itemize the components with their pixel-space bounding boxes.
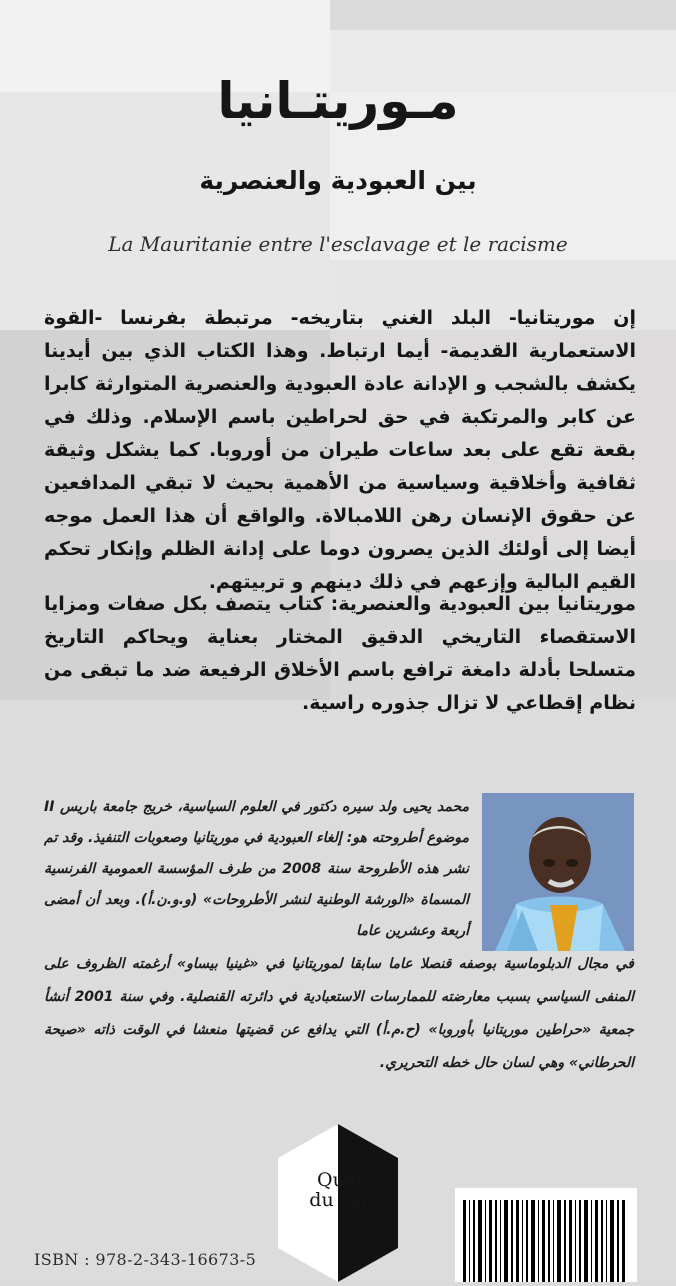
author-bio-bottom: في مجال الدبلوماسية بوصفه قنصلا عاما سابقا لموريتانيا في «غينيا بيساو» أرغمته الظروف على المنفى السياسي بسبب معارضته للممارسات الاستعبادية في دائرته القنصلية. وفي سنة 2001 أنشأ جمعية «حراطين موريتانيا بأوروبا» (ح.م.أ) التي يدافع عن قضيتها منعشا في الوقت ذاته «صيحة الحرطاني» وهي لسان حال خطه التحريري. xyxy=(44,956,634,1071)
paragraph-rest: كتاب يتصف بكل صفات ومزايا الاستقصاء التاريخي الدقيق المختار بعناية ويحاكم التاريخ متسلحا بأدلة دامغة ترافع باسم الأخلاق الرفيعة ضد ما تبقى من نظام إقطاعي لا تزال جذوره راسية. xyxy=(44,593,636,714)
author-bio-top: محمد يحيى ولد سيره دكتور في العلوم السياسية، خريج جامعة باريس II موضوع أطروحته هو: إلغاء العبودية في موريتانيا وصعوبات التنفيذ. وقد تم نشر هذه الأطروحة سنة 2008 من طرف المؤسسة العمومية الفرنسية المسماة «الورشة الوطنية لنشر الأطروحات» (و.و.ن.أ). وبعد أن أمضى أربعة وعشرين عاما xyxy=(44,799,470,939)
french-subtitle: La Mauritanie entre l'esclavage et le racisme xyxy=(108,232,568,256)
book-subtitle: بين العبودية والعنصرية xyxy=(199,166,477,195)
isbn-text: ISBN : 978-2-343-16673-5 xyxy=(34,1250,257,1269)
publisher-name-line-2: du sens xyxy=(309,1189,383,1211)
description-paragraph-2 xyxy=(44,588,636,720)
barcode-icon xyxy=(455,1188,637,1282)
publisher-logo xyxy=(266,1124,410,1282)
author-photo xyxy=(482,793,634,951)
description-paragraph-1: إن موريتانيا- البلد الغني بتاريخه- مرتبطة بفرنسا -القوة الاستعمارية القديمة- أيما ارتباط. وهذا الكتاب الذي بين أيدينا يكشف بالشجب و الإدانة عادة العبودية والعنصرية المتوارثة كابرا عن كابر والمرتكبة في حق لحراطين باسم الإسلام. وذلك في بقعة تقع على بعد ساعات طيران من أوروبا. كما يشكل وثيقة ثقافية وأخلاقية وسياسية من الأهمية بحيث لا تبقي المدافعين عن حقوق الإنسان رهن اللامبالاة. والواقع أن هذا العمل موجه أيضا إلى أولئك الذين يصرون دوما على إدانة الظلم وإنكار تحكم القيم البالية وإزعهم في ذلك دينهم و تربيتهم. xyxy=(44,307,636,593)
paragraph-lead: موريتانيا بين العبودية والعنصرية: xyxy=(330,593,636,615)
author-portrait-icon xyxy=(482,793,634,951)
book-title: مـوريتـانيا xyxy=(217,72,459,130)
barcode xyxy=(455,1188,637,1282)
publisher-name xyxy=(286,1170,406,1210)
publisher-name-line-1: Quête xyxy=(317,1169,375,1191)
